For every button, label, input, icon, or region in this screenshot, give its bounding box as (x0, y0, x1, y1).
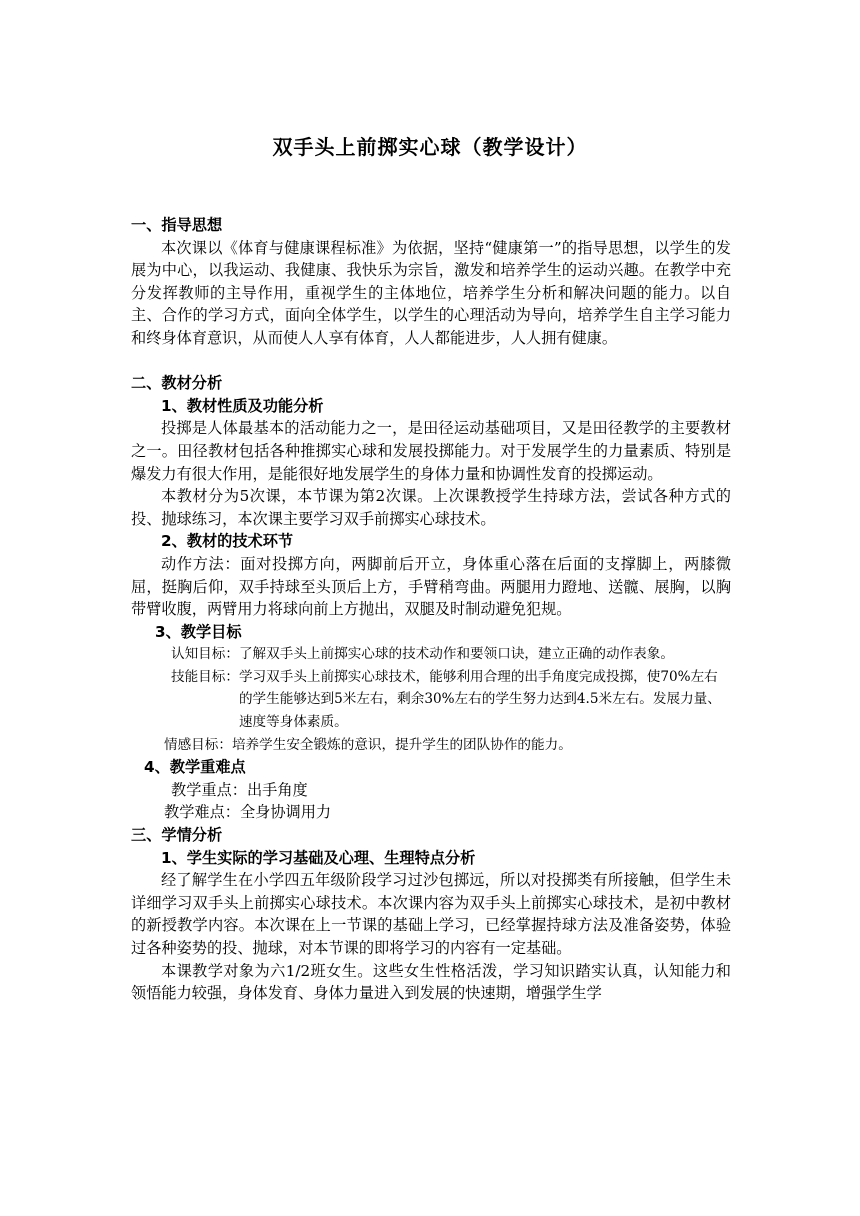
section-heading-student-analysis: 三、学情分析 (131, 826, 223, 845)
goal-cognitive (131, 643, 731, 666)
subheading-teaching-goals: 3、教学目标 (155, 622, 242, 641)
goal-emotion (131, 734, 731, 757)
difficult-point: 教学难点：全身协调用力 (164, 803, 332, 822)
paragraph-student-profile: 本课教学对象为六1/2班女生。这些女生性格活泼，学习知识踏实认真，认知能力和领悟能力较强，身体发育、身体力量进入到发展的快速期，增强学生学 (131, 961, 731, 1003)
subheading-technique: 2、教材的技术环节 (161, 532, 294, 551)
document-title: 双手头上前掷实心球（教学设计） (272, 135, 588, 159)
goal-emotion-text: 培养学生安全锻炼的意识，提升学生的团队协作的能力。 (231, 736, 572, 753)
subheading-material-nature: 1、教材性质及功能分析 (161, 396, 324, 415)
goal-emotion-label: 情感目标： (164, 736, 232, 753)
goal-cognitive-label: 认知目标： (171, 646, 239, 663)
document-body (131, 214, 731, 1005)
goal-cognitive-text: 了解双手头上前掷实心球的技术动作和要领口诀，建立正确的动作表象。 (238, 646, 674, 663)
subheading-key-points: 4、教学重难点 (144, 758, 246, 777)
section-heading-material-analysis: 二、教材分析 (131, 374, 223, 393)
paragraph-technique: 动作方法：面对投掷方向，两脚前后开立，身体重心落在后面的支撑脚上，两膝微屈，挺胸后仰，双手持球至头顶后上方，手臂稍弯曲。两腿用力蹬地、送髋、展胸，以胸带臂收腹，两臂用力将球向前上方抛出，双腿及时制动避免犯规。 (131, 554, 731, 619)
key-point: 教学重点：出手角度 (171, 780, 308, 799)
goal-skill-text: 学习双手头上前掷实心球技术，能够利用合理的出手角度完成投掷，使70%左右的学生能够达到5米左右，剩余30%左右的学生努力达到4.5米左右。发展力量、速度等身体素质。 (238, 668, 721, 731)
goal-skill-label: 技能目标： (171, 668, 239, 685)
section-heading-guiding-thought: 一、指导思想 (131, 216, 223, 234)
paragraph-lesson-plan: 本教材分为5次课，本节课为第2次课。上次课教授学生持球方法，尝试各种方式的投、抛球练习，本次课主要学习双手前掷实心球技术。 (131, 487, 731, 528)
paragraph-student-basis: 经了解学生在小学四五年级阶段学习过沙包掷远，所以对投掷类有所接触，但学生未详细学习双手头上前掷实心球技术。本次课内容为双手头上前掷实心球技术，是初中教材的新授教学内容。本次课在上一节课的基础上学习，已经掌握持球方法及准备姿势，体验过各种姿势的投、抛球，对本节课的即将学习的内容有一定基础。 (131, 871, 731, 957)
paragraph-guiding-thought: 本次课以《体育与健康课程标准》为依据，坚持“健康第一”的指导思想，以学生的发展为中心，以我运动、我健康、我快乐为宗旨，激发和培养学生的运动兴趣。在教学中充分发挥教师的主导作用，重视学生的主体地位，培养学生分析和解决问题的能力。以自主、合作的学习方式，面向全体学生，以学生的心理活动为导向，培养学生自主学习能力和终身体育意识，从而使人人享有体育，人人都能进步，人人拥有健康。 (131, 238, 731, 347)
subheading-student-basis: 1、学生实际的学习基础及心理、生理特点分析 (161, 848, 476, 867)
spacer (131, 350, 731, 373)
paragraph-material-nature: 投掷是人体最基本的活动能力之一，是田径运动基础项目，又是田径教学的主要教材之一。田径教材包括各种推掷实心球和发展投掷能力。对于发展学生的力量素质、特别是爆发力有很大作用，是能很好地发展学生的身体力量和协调性发育的投掷运动。 (131, 419, 731, 483)
goal-skill (131, 666, 731, 734)
